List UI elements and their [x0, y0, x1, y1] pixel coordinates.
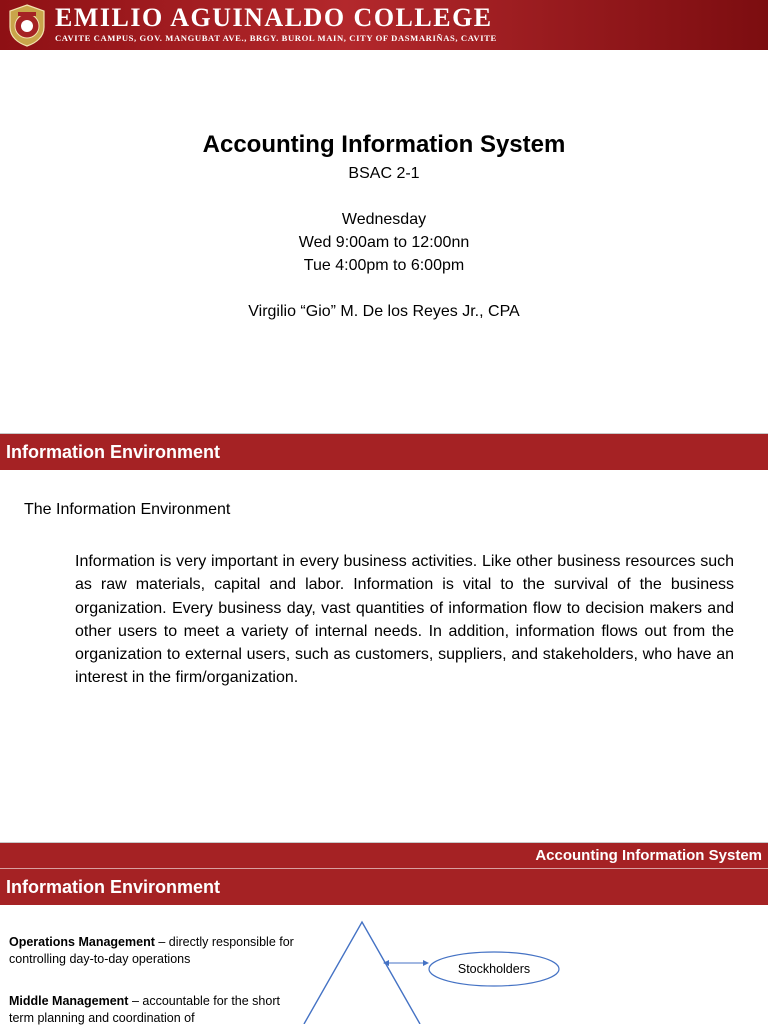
college-name: EMILIO AGUINALDO COLLEGE: [55, 3, 493, 32]
slide-paragraph: Information is very important in every business activities. Like other business resources such as raw materials, capital and labor. Information is vital to the survival of the business organization. Every business day, vast quantities of information flow to decision makers and other users to meet a variety of internal needs. In addition, information flows out from the organization to external users, such as customers, suppliers, and stakeholders, who have an interest in the firm/organization.: [75, 553, 734, 687]
course-section: BSAC 2-1: [348, 165, 420, 182]
slide-subheading: The Information Environment: [24, 501, 231, 518]
operations-management-item: [9, 934, 294, 968]
pyramid-triangle: [304, 922, 420, 1024]
middle-management-term: Middle Management: [9, 994, 129, 1008]
course-schedule-2: Tue 4:00pm to 6:00pm: [303, 257, 465, 274]
course-title: Accounting Information System: [202, 131, 566, 158]
course-day: Wednesday: [341, 211, 427, 228]
middle-management-item: [9, 993, 294, 1027]
stockholders-label: Stockholders: [457, 962, 531, 976]
title-slide: [0, 128, 768, 323]
section-bar-information-environment: Information Environment: [0, 433, 768, 470]
slide-course-label: Accounting Information System: [0, 842, 768, 868]
operations-management-text: – directly responsible for controlling day-to-day operations: [9, 935, 294, 966]
section-bar-information-environment-2: Information Environment: [0, 868, 768, 905]
middle-management-text: – accountable for the short term planning and coordination of: [9, 994, 280, 1025]
college-seal-icon: [6, 3, 48, 47]
header-banner: [0, 0, 768, 50]
college-address: CAVITE CAMPUS, GOV. MANGUBAT AVE., BRGY. BUROL MAIN, CITY OF DASMARIÑAS, CAVITE: [55, 33, 497, 43]
course-schedule-1: Wed 9:00am to 12:00nn: [298, 234, 470, 251]
operations-management-term: Operations Management: [9, 935, 155, 949]
management-pyramid-diagram: [290, 915, 580, 1024]
instructor-name: Virgilio “Gio” M. De los Reyes Jr., CPA: [248, 303, 520, 320]
